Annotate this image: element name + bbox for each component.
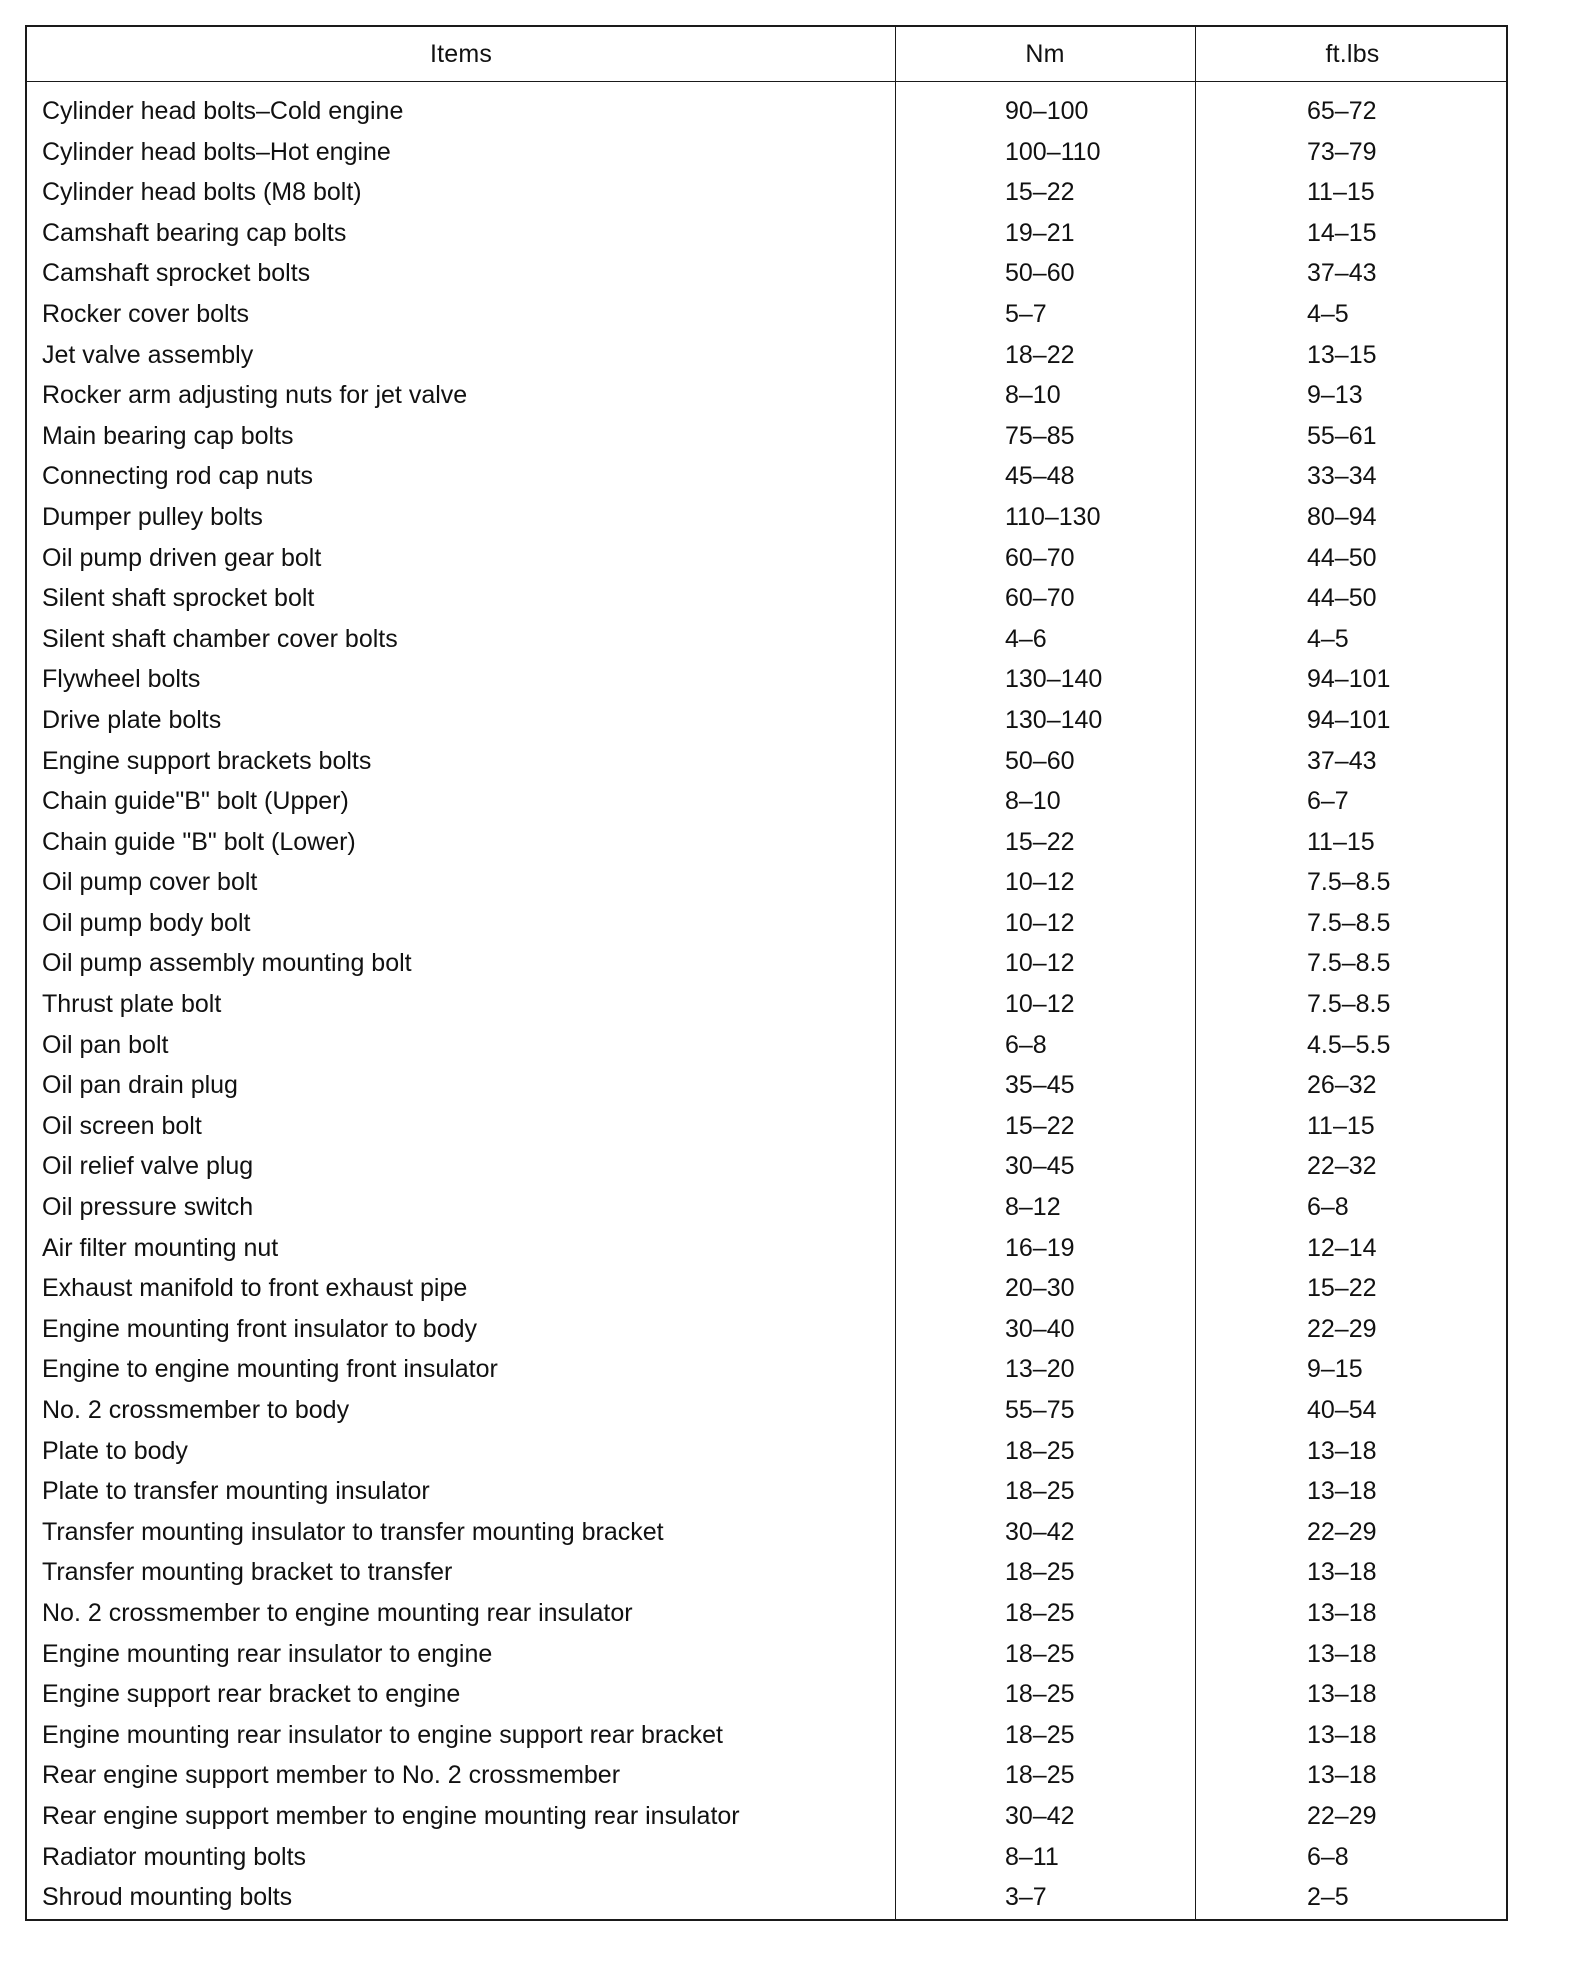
cell-item: No. 2 crossmember to body (42, 1396, 350, 1424)
cell-nm: 55–75 (1005, 1396, 1075, 1424)
cell-nm: 18–25 (1005, 1720, 1075, 1749)
cell-nm: 50–60 (1005, 746, 1075, 775)
cell-nm: 20–30 (1005, 1274, 1075, 1303)
cell-ftlbs: 11–15 (1307, 1111, 1375, 1140)
cell-nm: 18–25 (1005, 1598, 1075, 1627)
cell-nm: 3–7 (1005, 1883, 1047, 1912)
cell-nm: 50–60 (1005, 259, 1075, 288)
cell-ftlbs: 7.5–8.5 (1307, 868, 1391, 897)
cell-item: Jet valve assembly (42, 340, 254, 369)
cell-ftlbs: 14–15 (1307, 218, 1377, 247)
table-row (27, 984, 1506, 1025)
table-row (27, 1349, 1506, 1390)
table-row (27, 335, 1506, 376)
cell-ftlbs: 22–29 (1307, 1314, 1377, 1343)
cell-ftlbs: 80–94 (1307, 502, 1377, 531)
cell-item: Plate to body (42, 1436, 188, 1465)
table-row (27, 1268, 1506, 1309)
torque-spec-table (25, 25, 1508, 1921)
cell-item: Silent shaft sprocket bolt (42, 584, 315, 613)
cell-ftlbs: 6–7 (1307, 787, 1349, 816)
cell-ftlbs: 22–29 (1307, 1517, 1377, 1546)
table-row (27, 1796, 1506, 1837)
table-row (27, 700, 1506, 741)
cell-item: Engine to engine mounting front insulator (42, 1355, 498, 1384)
table-row (27, 619, 1506, 660)
cell-nm: 30–42 (1005, 1801, 1075, 1830)
cell-item: Thrust plate bolt (42, 990, 222, 1019)
cell-nm: 8–11 (1005, 1842, 1059, 1871)
cell-ftlbs: 7.5–8.5 (1307, 949, 1391, 978)
cell-item: Transfer mounting bracket to transfer (42, 1558, 453, 1587)
cell-nm: 75–85 (1005, 421, 1075, 450)
cell-item: Oil screen bolt (42, 1111, 202, 1140)
cell-nm: 8–12 (1005, 1193, 1061, 1222)
cell-ftlbs: 13–15 (1307, 340, 1377, 369)
cell-ftlbs: 37–43 (1307, 746, 1377, 775)
cell-nm: 18–25 (1005, 1477, 1075, 1506)
cell-nm: 4–6 (1005, 624, 1047, 653)
cell-nm: 15–22 (1005, 178, 1075, 207)
cell-ftlbs: 13–18 (1307, 1761, 1377, 1790)
cell-item: Dumper pulley bolts (42, 502, 263, 531)
table-row (27, 1877, 1506, 1918)
cell-ftlbs: 7.5–8.5 (1307, 908, 1391, 937)
cell-item: Engine mounting front insulator to body (42, 1314, 477, 1343)
table-row (27, 1674, 1506, 1715)
cell-nm: 130–140 (1005, 665, 1103, 694)
cell-item: Exhaust manifold to front exhaust pipe (42, 1274, 468, 1303)
cell-item: Cylinder head bolts (M8 bolt) (42, 178, 362, 207)
table-row (27, 1065, 1506, 1106)
cell-nm: 18–25 (1005, 1761, 1075, 1790)
header-nm: Nm (1025, 40, 1065, 68)
cell-nm: 13–20 (1005, 1355, 1075, 1384)
cell-ftlbs: 22–29 (1307, 1801, 1377, 1830)
cell-nm: 100–110 (1005, 137, 1101, 166)
cell-item: Camshaft bearing cap bolts (42, 218, 347, 247)
table-header (27, 27, 1506, 82)
cell-item: Engine mounting rear insulator to engine support rear bracket (42, 1720, 723, 1749)
table-row (27, 253, 1506, 294)
cell-ftlbs: 13–18 (1307, 1720, 1377, 1749)
cell-ftlbs: 13–18 (1307, 1598, 1377, 1627)
cell-ftlbs: 9–13 (1307, 381, 1363, 410)
cell-ftlbs: 73–79 (1307, 137, 1377, 166)
header-items: Items (429, 40, 493, 68)
table-row (27, 456, 1506, 497)
cell-nm: 15–22 (1005, 827, 1075, 856)
cell-nm: 18–25 (1005, 1558, 1075, 1587)
cell-item: Rocker arm adjusting nuts for jet valve (42, 381, 468, 410)
cell-ftlbs: 7.5–8.5 (1307, 990, 1391, 1019)
cell-ftlbs: 13–18 (1307, 1558, 1377, 1587)
cell-ftlbs: 11–15 (1307, 827, 1375, 856)
cell-item: Rear engine support member to engine mounting rear insulator (42, 1801, 740, 1830)
table-row (27, 1552, 1506, 1593)
cell-nm: 6–8 (1005, 1030, 1047, 1059)
cell-ftlbs: 6–8 (1307, 1842, 1349, 1871)
cell-nm: 45–48 (1005, 462, 1075, 491)
cell-ftlbs: 94–101 (1307, 705, 1391, 734)
cell-item: Engine mounting rear insulator to engine (42, 1639, 493, 1668)
cell-nm: 16–19 (1005, 1233, 1075, 1262)
cell-ftlbs: 12–14 (1307, 1233, 1377, 1262)
cell-item: Engine support brackets bolts (42, 746, 372, 775)
cell-item: Plate to transfer mounting insulator (42, 1477, 430, 1506)
cell-item: Air filter mounting nut (42, 1233, 279, 1262)
table-row (27, 1228, 1506, 1269)
cell-ftlbs: 44–50 (1307, 543, 1377, 572)
cell-item: Oil pump driven gear bolt (42, 543, 322, 572)
table-row (27, 1512, 1506, 1553)
cell-nm: 60–70 (1005, 543, 1075, 572)
cell-ftlbs: 4–5 (1307, 299, 1349, 328)
table-row (27, 1390, 1506, 1431)
cell-item: Engine support rear bracket to engine (42, 1680, 461, 1709)
cell-item: Flywheel bolts (42, 665, 201, 694)
cell-ftlbs: 44–50 (1307, 584, 1377, 613)
cell-item: Shroud mounting bolts (42, 1883, 293, 1912)
cell-ftlbs: 13–18 (1307, 1639, 1377, 1668)
table-row (27, 862, 1506, 903)
cell-ftlbs: 13–18 (1307, 1680, 1377, 1709)
cell-ftlbs: 13–18 (1307, 1436, 1377, 1465)
table-row (27, 1634, 1506, 1675)
cell-nm: 130–140 (1005, 705, 1103, 734)
cell-nm: 5–7 (1005, 299, 1047, 328)
table-body (27, 91, 1506, 1918)
table-row (27, 578, 1506, 619)
cell-nm: 10–12 (1005, 990, 1075, 1019)
table-row (27, 375, 1506, 416)
cell-nm: 30–45 (1005, 1152, 1075, 1181)
cell-ftlbs: 65–72 (1307, 97, 1377, 125)
cell-item: Transfer mounting insulator to transfer mounting bracket (42, 1517, 664, 1546)
cell-item: Cylinder head bolts–Cold engine (42, 97, 404, 125)
cell-item: Oil relief valve plug (42, 1152, 254, 1181)
cell-ftlbs: 37–43 (1307, 259, 1377, 288)
table-row (27, 781, 1506, 822)
cell-nm: 19–21 (1005, 218, 1075, 247)
table-row (27, 822, 1506, 863)
table-row (27, 1106, 1506, 1147)
table-row (27, 172, 1506, 213)
cell-nm: 60–70 (1005, 584, 1075, 613)
cell-item: No. 2 crossmember to engine mounting rear insulator (42, 1598, 633, 1627)
table-row (27, 1837, 1506, 1878)
table-row (27, 1593, 1506, 1634)
cell-ftlbs: 9–15 (1307, 1355, 1363, 1384)
cell-nm: 8–10 (1005, 787, 1061, 816)
table-row (27, 1755, 1506, 1796)
cell-nm: 18–25 (1005, 1680, 1075, 1709)
cell-nm: 18–25 (1005, 1639, 1075, 1668)
cell-item: Chain guide"B" bolt (Upper) (42, 787, 349, 816)
cell-nm: 90–100 (1005, 97, 1089, 125)
cell-nm: 35–45 (1005, 1071, 1075, 1100)
table-row (27, 903, 1506, 944)
cell-nm: 30–42 (1005, 1517, 1075, 1546)
cell-item: Oil pump cover bolt (42, 868, 258, 897)
table-row (27, 659, 1506, 700)
cell-nm: 15–22 (1005, 1111, 1075, 1140)
cell-nm: 8–10 (1005, 381, 1061, 410)
cell-ftlbs: 33–34 (1307, 462, 1377, 491)
cell-item: Oil pressure switch (42, 1193, 254, 1222)
cell-ftlbs: 11–15 (1307, 178, 1375, 207)
cell-item: Oil pump body bolt (42, 908, 251, 937)
cell-item: Radiator mounting bolts (42, 1842, 307, 1871)
cell-ftlbs: 6–8 (1307, 1193, 1349, 1222)
cell-ftlbs: 26–32 (1307, 1071, 1377, 1100)
cell-item: Cylinder head bolts–Hot engine (42, 137, 391, 166)
cell-item: Oil pan drain plug (42, 1071, 238, 1100)
cell-ftlbs: 13–18 (1307, 1477, 1377, 1506)
cell-nm: 10–12 (1005, 908, 1075, 937)
cell-item: Camshaft sprocket bolts (42, 259, 311, 288)
table-row (27, 538, 1506, 579)
cell-item: Oil pan bolt (42, 1030, 169, 1059)
cell-item: Main bearing cap bolts (42, 421, 294, 450)
table-row (27, 213, 1506, 254)
table-row (27, 1146, 1506, 1187)
table-row (27, 1025, 1506, 1066)
table-row (27, 132, 1506, 173)
cell-ftlbs: 4–5 (1307, 624, 1349, 653)
table-row (27, 294, 1506, 335)
table-row (27, 416, 1506, 457)
cell-item: Silent shaft chamber cover bolts (42, 624, 398, 653)
table-row (27, 1471, 1506, 1512)
table-row (27, 1187, 1506, 1228)
cell-ftlbs: 94–101 (1307, 665, 1391, 694)
cell-item: Oil pump assembly mounting bolt (42, 949, 412, 978)
cell-ftlbs: 15–22 (1307, 1274, 1377, 1303)
table-row (27, 1309, 1506, 1350)
table-row (27, 943, 1506, 984)
table-row (27, 91, 1506, 132)
cell-ftlbs: 2–5 (1307, 1883, 1349, 1912)
cell-nm: 30–40 (1005, 1314, 1075, 1343)
cell-item: Rear engine support member to No. 2 crossmember (42, 1761, 621, 1790)
cell-ftlbs: 55–61 (1307, 421, 1377, 450)
cell-ftlbs: 4.5–5.5 (1307, 1030, 1391, 1059)
cell-nm: 18–22 (1005, 340, 1075, 369)
cell-nm: 18–25 (1005, 1436, 1075, 1465)
table-row (27, 497, 1506, 538)
cell-ftlbs: 22–32 (1307, 1152, 1377, 1181)
table-row (27, 741, 1506, 782)
table-row (27, 1431, 1506, 1472)
cell-item: Chain guide "B" bolt (Lower) (42, 827, 356, 856)
cell-nm: 10–12 (1005, 868, 1075, 897)
header-ftlbs: ft.lbs (1325, 40, 1380, 68)
cell-nm: 110–130 (1005, 502, 1101, 531)
cell-nm: 10–12 (1005, 949, 1075, 978)
cell-ftlbs: 40–54 (1307, 1396, 1377, 1424)
cell-item: Rocker cover bolts (42, 299, 250, 328)
cell-item: Connecting rod cap nuts (42, 462, 314, 491)
cell-item: Drive plate bolts (42, 705, 222, 734)
table-row (27, 1715, 1506, 1756)
